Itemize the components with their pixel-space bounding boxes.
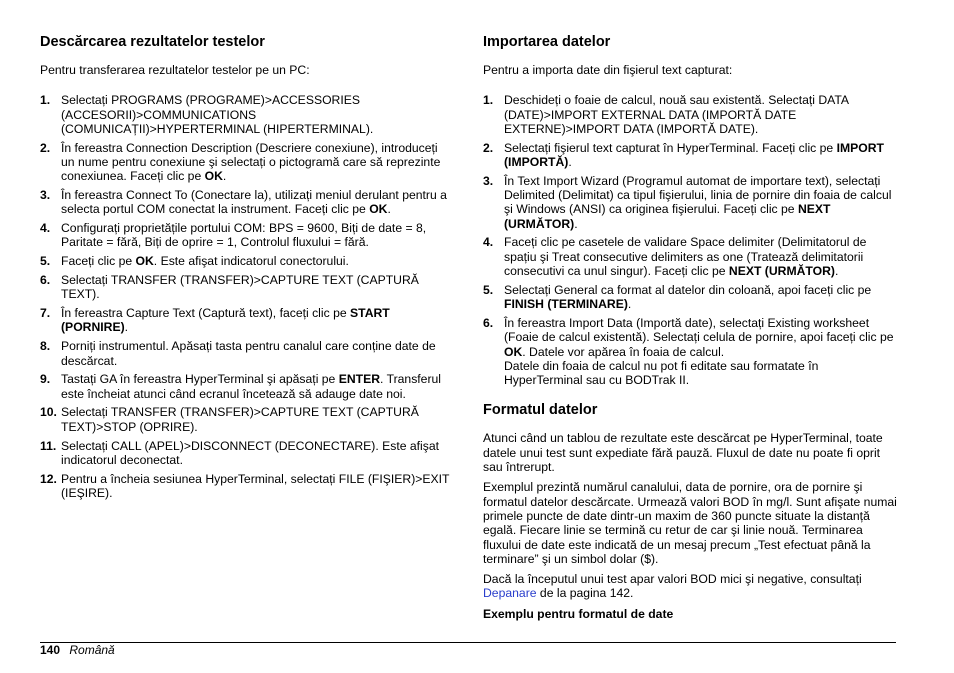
import-step-6 — [483, 316, 898, 387]
step-bold-text: NEXT (URMĂTOR) — [728, 264, 835, 279]
footer-language: Română — [69, 643, 115, 657]
step-text: . — [387, 202, 391, 217]
step-text: Selectați fişierul text capturat în HyperTerminal. Faceți clic pe — [504, 140, 837, 155]
para3-text-before: Dacă la începutul unui test apar valori BOD mici şi negative, consultați — [483, 572, 862, 587]
step-number: 12. — [40, 471, 57, 486]
page-footer — [40, 643, 115, 657]
step-number: 6. — [483, 315, 494, 330]
download-step-6 — [40, 273, 450, 302]
step-text: În fereastra Connection Description (Descriere conexiune), introduceți un nume pentru conexiune şi selectați o pictogramă care să reprezinte conexiunea. Faceți clic pe — [61, 140, 441, 184]
data-format-paragraph-1: Atunci când un tablou de rezultate este descărcat pe HyperTerminal, toate datele unui test sunt expediate fără pauză. Fluxul de date nu poate fi oprit sau întrerupt. — [483, 431, 883, 475]
step-number: 1. — [40, 93, 51, 108]
import-steps-list — [483, 93, 898, 387]
download-step-3 — [40, 188, 450, 217]
step-text: Pentru a încheia sesiunea HyperTerminal, selectați FILE (FIŞIER)>EXIT (IEŞIRE). — [61, 471, 450, 500]
step-text: În fereastra Connect To (Conectare la), utilizați meniul derulant pentru a selecta portul COM conectat la instrument. Faceți clic pe — [61, 188, 447, 217]
download-step-7 — [40, 306, 450, 335]
download-step-11 — [40, 439, 450, 468]
step-number: 5. — [40, 254, 51, 269]
download-steps-list — [40, 93, 450, 500]
data-format-example-subheading: Exemplu pentru formatul de date — [483, 606, 674, 621]
download-step-2 — [40, 141, 450, 184]
step-number: 6. — [40, 273, 51, 288]
step-text: . — [627, 297, 632, 312]
step-text: . — [124, 320, 129, 335]
step-note: Datele din foaia de calcul nu pot fi editate sau formatate în HyperTerminal sau cu BODTrak II. — [504, 358, 819, 388]
step-bold-text: FINISH (TERMINARE) — [504, 297, 628, 312]
step-number: 8. — [40, 339, 51, 354]
import-step-3 — [483, 174, 898, 231]
import-step-4 — [483, 235, 898, 278]
step-text: Selectați General ca format al datelor din coloană, apoi faceți clic pe — [504, 282, 872, 297]
download-step-4 — [40, 221, 450, 250]
step-text: Faceți clic pe — [61, 254, 136, 269]
step-text: Tastați GA în fereastra HyperTerminal şi apăsați pe — [61, 372, 339, 387]
step-text: Selectați TRANSFER (TRANSFER)>CAPTURE TEXT (CAPTURĂ TEXT)>STOP (OPRIRE). — [61, 405, 419, 434]
section-heading-import: Importarea datelor — [483, 34, 611, 50]
step-text: Selectați PROGRAMS (PROGRAME)>ACCESSORIES (ACCESORII)>COMMUNICATIONS (COMUNICAȚII)>HYPERTERMINAL (HIPERTERMINAL). — [61, 93, 374, 136]
step-number: 2. — [483, 140, 494, 155]
step-bold-text: OK — [135, 254, 154, 269]
data-format-paragraph-3 — [483, 572, 898, 601]
step-text: . — [834, 264, 839, 279]
step-text: În fereastra Capture Text (Captură text), faceți clic pe — [61, 306, 351, 321]
step-number: 9. — [40, 372, 51, 387]
download-step-1 — [40, 93, 450, 136]
step-text: . Datele vor apărea în foaia de calcul. — [522, 344, 725, 359]
import-step-5 — [483, 283, 898, 312]
step-number: 4. — [483, 235, 494, 250]
step-bold-text: ENTER — [338, 372, 381, 387]
step-bold-text: OK — [504, 344, 523, 359]
step-text: Deschideți o foaie de calcul, nouă sau existentă. Selectați DATA (DATE)>IMPORT EXTERNAL DATA (IMPORTĂ DATE EXTERNE)>IMPORT DATA (IMPORTĂ DATE). — [504, 93, 849, 136]
section-heading-download: Descărcarea rezultatelor testelor — [40, 34, 265, 50]
step-number: 10. — [40, 405, 57, 420]
step-text: . — [574, 216, 578, 231]
download-step-8 — [40, 339, 450, 368]
step-text: Faceți clic pe casetele de validare Space delimiter (Delimitatorul de spațiu şi Treat consecutive delimiters as one (Tratează delimitatorii consecutivi ca unul singur). Faceți clic pe — [504, 235, 867, 279]
step-text: . — [222, 169, 227, 184]
data-format-paragraph-2: Exemplul prezintă numărul canalului, data de pornire, ora de pornire şi formatul datelor descărcate. Urmează valori BOD în mg/l. Sunt afişate numai primele puncte de date dintr-un maxim de 360 puncte situate la distanță egală. Fiecare linie se termină cu retur de car şi linie nouă. Terminarea fluxului de date este indicată de un mesaj precum „Test efectuat până la terminare” şi un simbol dolar ($). — [483, 480, 897, 566]
step-number: 1. — [483, 93, 494, 108]
import-intro: Pentru a importa date din fişierul text capturat: — [483, 63, 733, 77]
step-number: 7. — [40, 306, 51, 321]
download-intro: Pentru transferarea rezultatelor testelor pe un PC: — [40, 63, 310, 77]
para3-text-after: de la pagina 142. — [536, 586, 634, 601]
step-text: . Este afişat indicatorul conectorului. — [153, 254, 349, 269]
step-number: 11. — [40, 438, 57, 453]
step-bold-text: OK — [369, 202, 388, 217]
step-number: 5. — [483, 282, 494, 297]
download-step-9 — [40, 372, 450, 401]
download-step-5 — [40, 254, 450, 268]
step-text: În fereastra Import Data (Importă date), selectați Existing worksheet (Foaie de calcul existentă). Selectați celula de pornire, apoi faceți clic pe — [504, 315, 894, 345]
step-number: 2. — [40, 140, 51, 155]
left-column — [40, 33, 450, 505]
import-step-2 — [483, 141, 898, 170]
step-bold-text: OK — [204, 169, 223, 184]
step-number: 3. — [483, 173, 494, 188]
step-number: 3. — [40, 188, 51, 203]
footer-divider — [40, 642, 896, 643]
troubleshooting-link[interactable]: Depanare — [483, 586, 537, 601]
step-text: În Text Import Wizard (Programul automat de importare text), selectați Delimited (Delimitat) ca tipul fişierului, linia de pornire din foaia de calcul şi Windows (ANSI) ca originea fişierului. Faceți clic pe — [504, 173, 892, 217]
step-bold-text: NEXT (URMĂTOR) — [504, 202, 831, 231]
download-step-10 — [40, 405, 450, 434]
step-text: . Transferul este încheiat atunci când ecranul încetează să adauge date noi. — [61, 372, 442, 401]
step-number: 4. — [40, 221, 51, 236]
step-text: Configurați proprietățile portului COM: BPS = 9600, Biți de date = 8, Paritate = fără, Biți de oprire = 1, Controlul fluxului = fără. — [61, 221, 427, 250]
download-step-12 — [40, 472, 450, 501]
page-number: 140 — [40, 643, 61, 657]
right-column — [483, 33, 898, 621]
step-bold-text: START (PORNIRE) — [61, 306, 390, 335]
step-bold-text: IMPORT (IMPORTĂ) — [504, 140, 884, 169]
section-heading-data-format: Formatul datelor — [483, 402, 598, 419]
step-text: Porniți instrumentul. Apăsați tasta pentru canalul care conține date de descărcat. — [61, 339, 436, 368]
import-step-1 — [483, 93, 898, 136]
step-text: Selectați TRANSFER (TRANSFER)>CAPTURE TEXT (CAPTURĂ TEXT). — [61, 273, 419, 302]
step-text: Selectați CALL (APEL)>DISCONNECT (DECONECTARE). Este afişat indicatorul deconectat. — [61, 438, 440, 467]
step-text: . — [568, 154, 572, 169]
